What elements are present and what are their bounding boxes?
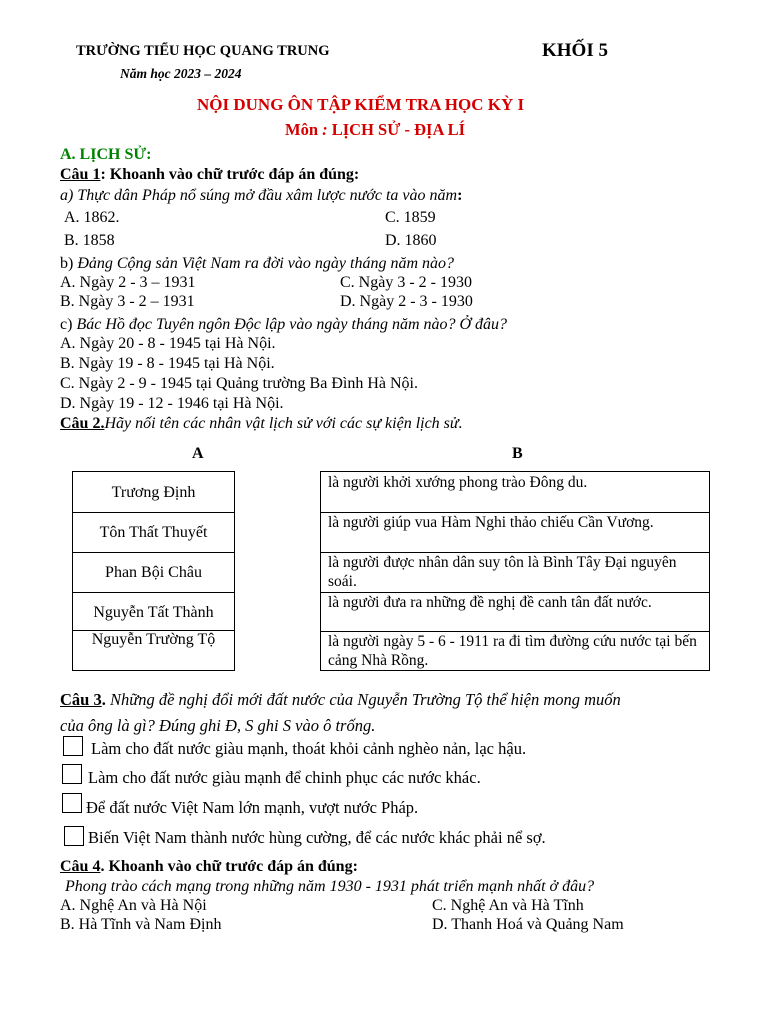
q1b-question — [60, 254, 454, 273]
col-b-item: là người giúp vua Hàm Nghi thảo chiếu Cần Vương. — [328, 514, 654, 531]
page-title: NỘI DUNG ÔN TẬP KIỂM TRA HỌC KỲ I — [197, 95, 525, 114]
q4-question: Phong trào cách mạng trong những năm 1930 - 1931 phát triển mạnh nhất ở đâu? — [65, 878, 595, 895]
grade-label: KHỐI 5 — [542, 40, 608, 61]
q1b-option-c: C. Ngày 3 - 2 - 1930 — [340, 274, 472, 291]
q3-item-4: Biến Việt Nam thành nước hùng cường, để các nước khác phải nể sợ. — [88, 828, 546, 847]
column-a-table — [72, 471, 235, 671]
subject-name: LỊCH SỬ - ĐỊA LÍ — [327, 120, 465, 139]
q3-checkbox-1[interactable] — [63, 736, 83, 756]
q1-instruction: : Khoanh vào chữ trước đáp án đúng: — [100, 166, 360, 183]
q1a-option-c: C. 1859 — [385, 209, 436, 226]
q4-option-a: A. Nghệ An và Hà Nội — [60, 897, 207, 914]
col-a-header: A — [192, 445, 204, 462]
col-a-item: Nguyễn Trường Tộ — [91, 631, 216, 648]
col-b-header: B — [512, 445, 523, 462]
q2-heading — [60, 414, 463, 433]
q1c-option-b: B. Ngày 19 - 8 - 1945 tại Hà Nội. — [60, 355, 275, 372]
q1a-option-a: A. 1862. — [64, 209, 120, 226]
q2-instruction: Hãy nối tên các nhân vật lịch sử với các sự kiện lịch sử. — [104, 415, 463, 432]
col-b-item: là người đưa ra những đề nghị đề canh tân đất nước. — [328, 594, 652, 611]
col-b-item: là người khởi xướng phong trào Đông du. — [328, 474, 588, 491]
q1a-colon: : — [457, 187, 463, 204]
q1a-question — [60, 186, 462, 205]
q1b-prefix: b) — [60, 255, 78, 272]
q3-item-2: Làm cho đất nước giàu mạnh để chinh phục các nước khác. — [88, 768, 481, 787]
col-b-item: là người được nhân dân suy tôn là Bình Tây Đại nguyên soái. — [328, 554, 677, 590]
q3-checkbox-4[interactable] — [64, 826, 84, 846]
q3-label: Câu 3 — [60, 690, 102, 709]
q1b-text: Đảng Cộng sản Việt Nam ra đời vào ngày tháng năm nào? — [77, 255, 454, 272]
q1c-question — [60, 315, 507, 334]
col-a-item: Trương Định — [111, 483, 196, 501]
q4-label: Câu 4 — [60, 858, 101, 875]
q3-item-1: Làm cho đất nước giàu mạnh, thoát khỏi cảnh nghèo nản, lạc hậu. — [91, 739, 527, 758]
q1c-option-c: C. Ngày 2 - 9 - 1945 tại Quảng trường Ba Đình Hà Nội. — [60, 375, 418, 392]
q4-option-c: C. Nghệ An và Hà Tĩnh — [432, 897, 584, 914]
q3-dot: . — [101, 690, 106, 709]
subject-prefix: Môn — [285, 120, 318, 139]
q1a-text: a) Thực dân Pháp nổ súng mở đầu xâm lược nước ta vào năm — [60, 187, 458, 204]
school-year: Năm học 2023 – 2024 — [120, 66, 242, 81]
col-a-item: Tôn Thất Thuyết — [99, 523, 208, 541]
col-a-item: Nguyễn Tất Thành — [93, 603, 214, 621]
q4-instruction: . Khoanh vào chữ trước đáp án đúng: — [100, 858, 358, 875]
q1c-prefix: c) — [60, 316, 77, 333]
q1c-option-a: A. Ngày 20 - 8 - 1945 tại Hà Nội. — [60, 335, 276, 352]
school-name: TRƯỜNG TIỂU HỌC QUANG TRUNG — [76, 43, 330, 59]
q4-option-b: B. Hà Tĩnh và Nam Định — [60, 916, 222, 933]
q1-heading — [60, 165, 359, 184]
subject-colon: : — [318, 120, 328, 139]
column-b-table — [320, 471, 710, 671]
q3-checkbox-2[interactable] — [62, 764, 82, 784]
subject-line — [285, 120, 465, 139]
q3-checkbox-3[interactable] — [62, 793, 82, 813]
q1c-option-d: D. Ngày 19 - 12 - 1946 tại Hà Nội. — [60, 395, 284, 412]
col-a-item: Phan Bội Châu — [105, 563, 202, 581]
q1b-option-b: B. Ngày 3 - 2 – 1931 — [60, 293, 195, 310]
q1b-option-d: D. Ngày 2 - 3 - 1930 — [340, 293, 473, 310]
q3-text: Những đề nghị đổi mới đất nước của Nguyễn Trường Tộ thể hiện mong muốn — [105, 690, 621, 709]
section-a-heading: A. LỊCH SỬ: — [60, 146, 152, 163]
q3-question-line2: của ông là gì? Đúng ghi Đ, S ghi S vào ô trống. — [60, 716, 376, 735]
q1b-option-a: A. Ngày 2 - 3 – 1931 — [60, 274, 196, 291]
q1a-option-d: D. 1860 — [385, 232, 437, 249]
q1-label: Câu 1 — [60, 166, 101, 183]
q4-heading — [60, 857, 358, 876]
q4-option-d: D. Thanh Hoá và Quảng Nam — [432, 916, 624, 933]
col-b-item: là người ngày 5 - 6 - 1911 ra đi tìm đường cứu nước tại bến cảng Nhà Rồng. — [328, 633, 697, 669]
q3-item-3: Để đất nước Việt Nam lớn mạnh, vượt nước Pháp. — [86, 798, 419, 817]
q1a-option-b: B. 1858 — [64, 232, 115, 249]
q3-question-line1 — [60, 690, 621, 709]
q1c-text: Bác Hồ đọc Tuyên ngôn Độc lập vào ngày tháng năm nào? Ở đâu? — [76, 316, 508, 333]
q2-label: Câu 2. — [60, 415, 105, 432]
